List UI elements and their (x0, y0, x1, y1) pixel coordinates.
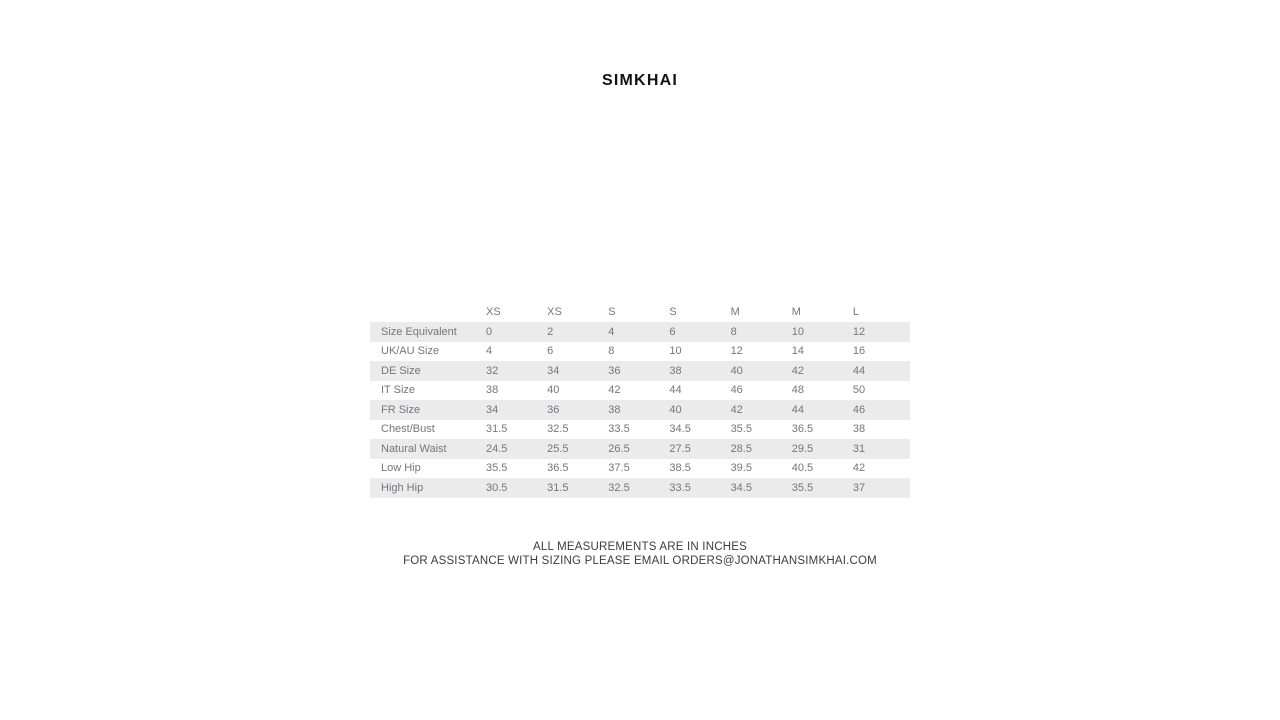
size-value-cell: 28.5 (730, 442, 752, 455)
size-column-header: XS (543, 302, 604, 322)
size-value-cell: 38 (486, 384, 499, 397)
size-value-cell: 48 (791, 384, 804, 397)
size-value-cell: 26.5 (608, 442, 630, 455)
size-value-cell: 6 (669, 325, 676, 338)
size-column-header: M (727, 302, 788, 322)
size-value-cell: 46 (852, 403, 866, 416)
size-value-cell: 39.5 (730, 462, 752, 475)
row-label: High Hip (381, 481, 424, 494)
size-value-cell: 32 (486, 364, 499, 377)
size-value-cell: 38 (669, 364, 682, 377)
size-value-cell: 30.5 (486, 481, 508, 494)
row-label: IT Size (381, 384, 416, 397)
size-value-cell: 38.5 (669, 462, 691, 475)
size-value-cell: 44 (669, 384, 682, 397)
row-label: Chest/Bust (381, 423, 435, 436)
size-value-cell: 6 (547, 345, 554, 358)
row-label: Natural Waist (381, 442, 447, 455)
row-label: Size Equivalent (381, 325, 457, 338)
size-value-cell: 10 (669, 345, 682, 358)
size-value-cell: 34 (486, 403, 499, 416)
size-value-cell: 38 (608, 403, 621, 416)
size-value-cell: 2 (547, 325, 554, 338)
size-value-cell: 35.5 (486, 462, 508, 475)
size-value-cell: 25.5 (547, 442, 569, 455)
measurement-unit-note: ALL MEASUREMENTS ARE IN INCHES (533, 541, 747, 553)
size-column-header: L (849, 302, 910, 322)
size-chart-container (370, 302, 910, 498)
size-value-cell: 29.5 (791, 442, 814, 455)
table-row (370, 361, 910, 381)
size-value-cell: 4 (608, 325, 615, 338)
size-value-cell: 33.5 (608, 423, 630, 436)
size-value-cell: 40.5 (791, 462, 814, 475)
table-row (370, 381, 910, 401)
size-value-cell: 37.5 (608, 462, 630, 475)
size-value-cell: 36 (547, 403, 560, 416)
row-label: UK/AU Size (381, 345, 440, 358)
size-value-cell: 46 (730, 384, 743, 397)
size-value-cell: 24.5 (486, 442, 508, 455)
size-value-cell: 34 (547, 364, 560, 377)
size-value-cell: 34.5 (669, 423, 691, 436)
table-row (370, 322, 910, 342)
size-value-cell: 4 (486, 345, 493, 358)
size-value-cell: 31.5 (486, 423, 508, 436)
table-row (370, 439, 910, 459)
size-value-cell: 42 (852, 462, 866, 475)
size-value-cell: 12 (852, 325, 866, 338)
size-column-header: S (604, 302, 665, 322)
size-value-cell: 36 (608, 364, 621, 377)
size-value-cell: 27.5 (669, 442, 691, 455)
size-value-cell: 44 (852, 364, 866, 377)
row-label: Low Hip (381, 462, 421, 475)
size-value-cell: 35.5 (791, 481, 814, 494)
size-value-cell: 31 (852, 442, 866, 455)
table-row (370, 478, 910, 498)
size-value-cell: 36.5 (791, 423, 814, 436)
size-chart-table (370, 302, 910, 498)
size-value-cell: 40 (730, 364, 743, 377)
size-column-header: M (788, 302, 849, 322)
size-value-cell: 8 (608, 345, 615, 358)
size-value-cell: 12 (730, 345, 743, 358)
size-value-cell: 36.5 (547, 462, 569, 475)
size-chart-corner-cell (370, 302, 482, 322)
size-value-cell: 50 (852, 384, 866, 397)
row-label: FR Size (381, 403, 421, 416)
table-row (370, 400, 910, 420)
size-value-cell: 40 (669, 403, 682, 416)
table-row (370, 342, 910, 362)
size-value-cell: 32.5 (547, 423, 569, 436)
size-value-cell: 8 (730, 325, 737, 338)
size-value-cell: 44 (791, 403, 804, 416)
size-value-cell: 32.5 (608, 481, 630, 494)
size-value-cell: 0 (486, 325, 493, 338)
size-column-header: XS (482, 302, 543, 322)
row-label: DE Size (381, 364, 421, 377)
size-value-cell: 35.5 (730, 423, 752, 436)
footer-note (0, 540, 1280, 568)
size-value-cell: 14 (791, 345, 804, 358)
table-row (370, 459, 910, 479)
size-value-cell: 34.5 (730, 481, 752, 494)
table-row (370, 420, 910, 440)
size-value-cell: 31.5 (547, 481, 569, 494)
size-value-cell: 16 (852, 345, 866, 358)
size-value-cell: 42 (608, 384, 621, 397)
size-value-cell: 37 (852, 481, 866, 494)
sizing-assistance-note: FOR ASSISTANCE WITH SIZING PLEASE EMAIL ORDERS@JONATHANSIMKHAI.COM (403, 555, 877, 567)
size-column-header: S (665, 302, 726, 322)
brand-logo: SIMKHAI (602, 72, 678, 89)
size-value-cell: 38 (852, 423, 866, 436)
size-chart-header-row (370, 302, 910, 322)
size-value-cell: 33.5 (669, 481, 691, 494)
size-value-cell: 40 (547, 384, 560, 397)
size-value-cell: 42 (730, 403, 743, 416)
size-value-cell: 42 (791, 364, 804, 377)
size-value-cell: 10 (791, 325, 804, 338)
